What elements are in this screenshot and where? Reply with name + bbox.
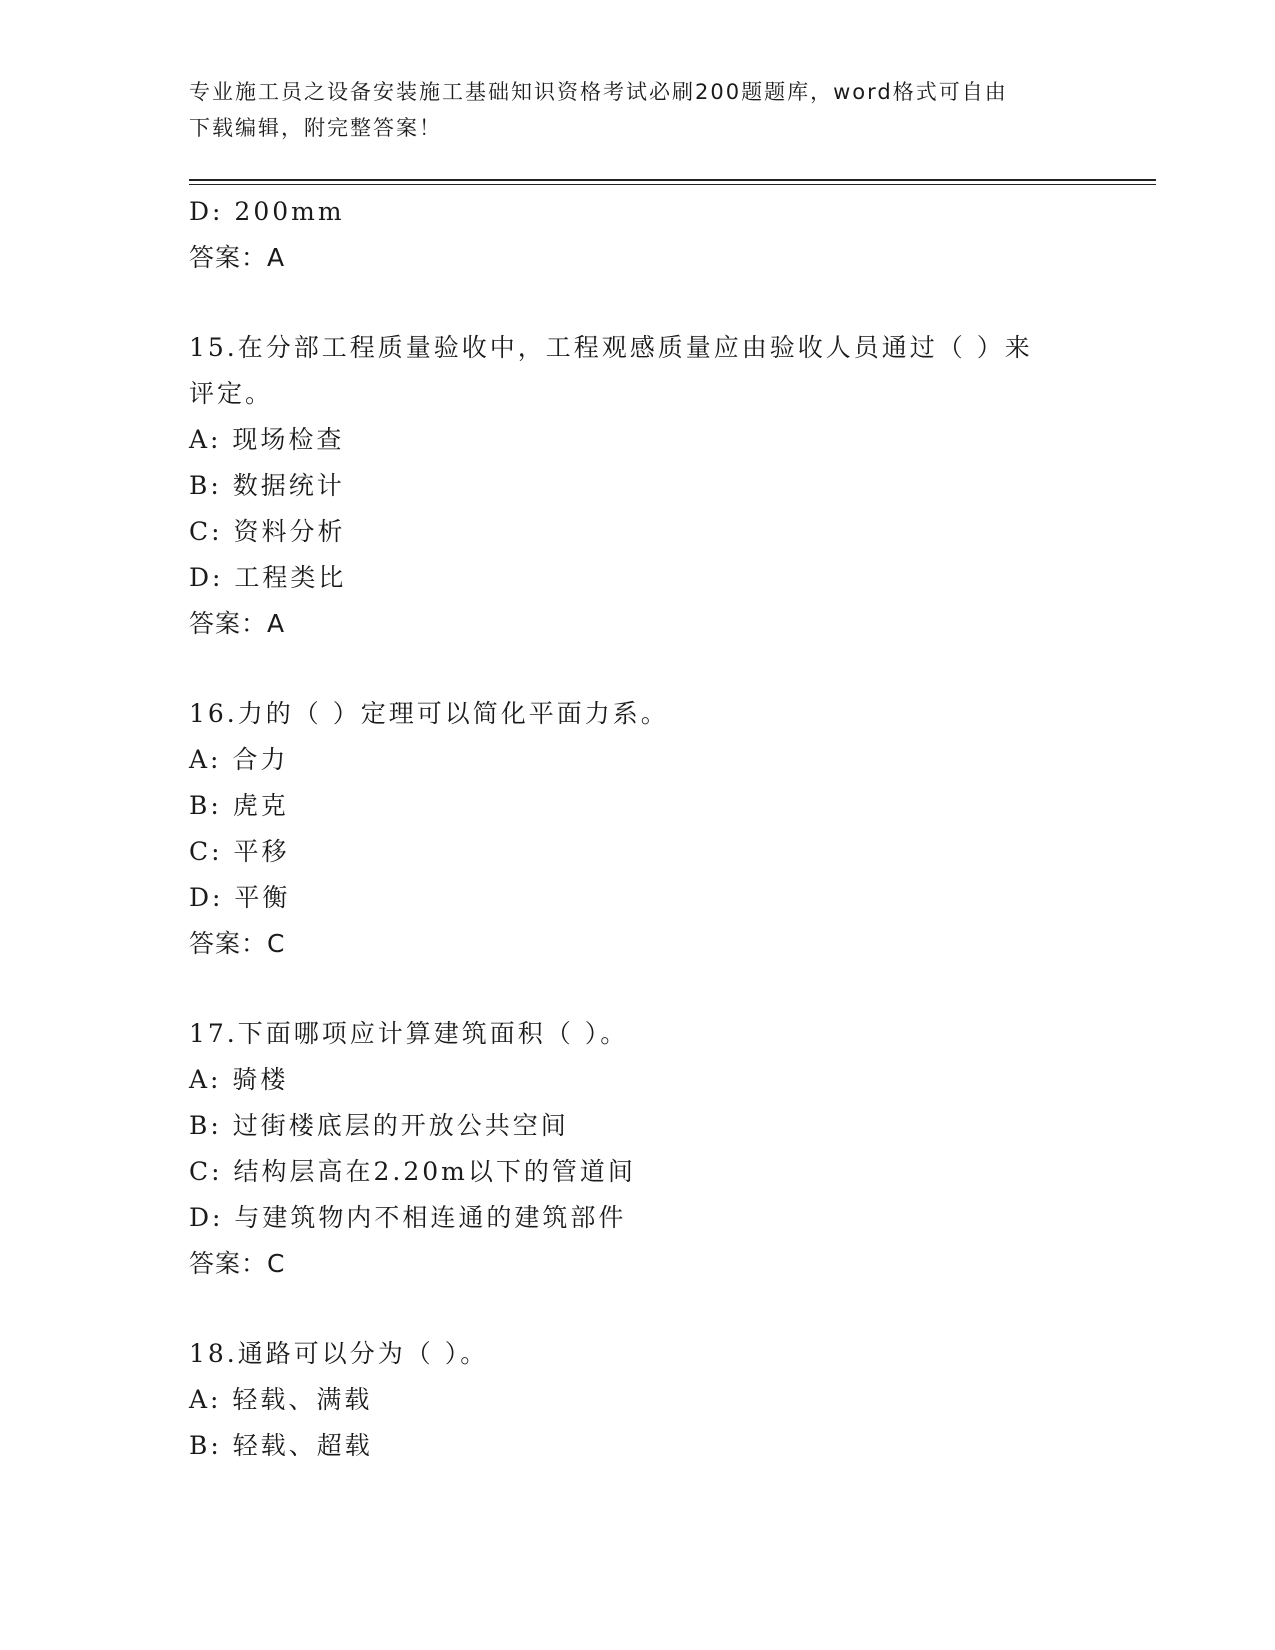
header-divider-thick [189, 179, 1156, 181]
document-header [189, 74, 1089, 146]
answer-line: 答案：A [189, 243, 286, 272]
option-a: A: 骑楼 [189, 1065, 289, 1094]
option-a: A: 现场检查 [189, 425, 345, 454]
option-b: B: 数据统计 [189, 471, 345, 500]
question-text-line-1: 18.通路可以分为（ ）。 [189, 1339, 489, 1368]
spacer [189, 967, 1089, 1011]
option-c: C: 平移 [189, 837, 290, 866]
question-text-line-1: 15.在分部工程质量验收中，工程观感质量应由验收人员通过（ ）来 [189, 333, 1033, 362]
spacer [189, 281, 1089, 325]
header-line-1: 专业施工员之设备安装施工基础知识资格考试必刷200题题库，word格式可自由 [189, 80, 1008, 104]
question-text-line-2: 评定。 [189, 379, 274, 408]
option-a: A: 合力 [189, 745, 289, 774]
option-b: B: 过街楼底层的开放公共空间 [189, 1111, 569, 1140]
option-c: C: 结构层高在2.20m以下的管道间 [189, 1157, 636, 1186]
question-text-line-1: 17.下面哪项应计算建筑面积（ ）。 [189, 1019, 629, 1048]
option-d: D: 平衡 [189, 883, 291, 912]
answer-line: 答案：C [189, 929, 286, 958]
header-divider-thin [189, 184, 1156, 185]
option-a: A: 轻载、满载 [189, 1385, 373, 1414]
question-18 [189, 1331, 1089, 1469]
option-b: B: 虎克 [189, 791, 289, 820]
answer-line: 答案：A [189, 609, 286, 638]
question-text-line-1: 16.力的（ ）定理可以简化平面力系。 [189, 699, 669, 728]
header-line-2: 下载编辑，附完整答案！ [189, 116, 442, 140]
spacer [189, 647, 1089, 691]
option-b: B: 轻载、超载 [189, 1431, 373, 1460]
option-d: D: 200mm [189, 197, 345, 226]
question-list [189, 189, 1089, 1469]
question-16 [189, 691, 1089, 967]
question-17 [189, 1011, 1089, 1287]
option-d: D: 工程类比 [189, 563, 347, 592]
question-15 [189, 325, 1089, 647]
answer-line: 答案：C [189, 1249, 286, 1278]
spacer [189, 1287, 1089, 1331]
option-d: D: 与建筑物内不相连通的建筑部件 [189, 1203, 627, 1232]
option-c: C: 资料分析 [189, 517, 346, 546]
